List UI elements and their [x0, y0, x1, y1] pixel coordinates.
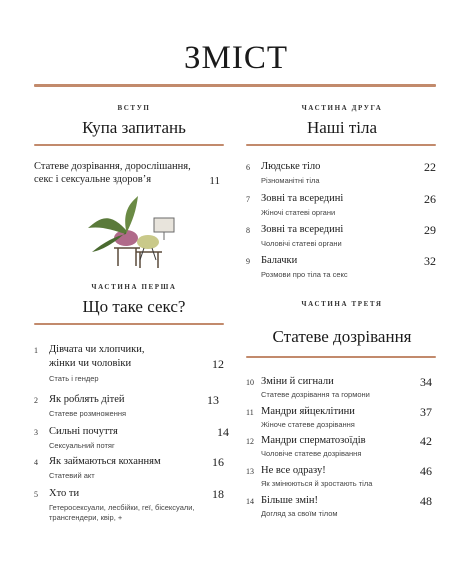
entry-number: 14 — [246, 497, 254, 506]
entry-number: 1 — [34, 346, 38, 355]
intro-page: 11 — [209, 175, 220, 187]
entry-number: 3 — [34, 428, 38, 437]
part3-heading: Статеве дозрівання — [272, 327, 412, 346]
entry-title: Зовні та всередині — [261, 193, 344, 204]
entry-page: 22 — [424, 160, 436, 174]
entry-title: Зовні та всередині — [261, 224, 344, 235]
entry-title: Дівчата чи хлопчики, — [49, 344, 145, 355]
entry-subtitle: Жіноче статеве дозрівання — [261, 420, 355, 429]
entry-number: 7 — [246, 195, 250, 204]
intro-label: ВСТУП — [117, 104, 151, 112]
entry-subtitle: Чоловіче статеве дозрівання — [261, 449, 362, 458]
intro-text: Статеве дозрівання, дорослішання, секс і сексуальне здоров’я — [34, 161, 191, 185]
entry-page: 12 — [212, 357, 224, 371]
intro-rule — [34, 144, 224, 146]
toc-entry-2[interactable] — [34, 393, 224, 421]
entry-number: 8 — [246, 226, 250, 235]
toc-entry-14[interactable] — [246, 494, 436, 522]
entry-page: 42 — [420, 434, 432, 448]
entry-subtitle: Жіночі статеві органи — [261, 208, 336, 217]
intro-heading: Купа запитань — [82, 118, 186, 137]
entry-page: 16 — [212, 455, 224, 469]
part1-rule — [34, 323, 224, 325]
entry-number: 9 — [246, 257, 250, 266]
entry-page: 34 — [420, 375, 432, 389]
part2-rule — [246, 144, 436, 146]
entry-title: Сильні почуття — [49, 426, 118, 437]
entry-number: 13 — [246, 467, 254, 476]
toc-entry-4[interactable] — [34, 455, 224, 483]
entry-page: 37 — [420, 405, 432, 419]
page-title: ЗМІСТ — [183, 40, 289, 76]
toc-entry-7[interactable] — [246, 192, 436, 220]
toc-entry-8[interactable] — [246, 223, 436, 251]
part2-heading: Наші тіла — [306, 118, 378, 137]
entry-title: Як займаються коханням — [49, 456, 161, 467]
entry-title-line2: жінки чи чоловіки — [49, 358, 132, 369]
entry-title: Мандри сперматозоїдів — [261, 435, 366, 446]
entry-title: Хто ти — [49, 488, 80, 499]
entry-subtitle: Різноманітні тіла — [261, 176, 320, 185]
entry-subtitle: Стать і гендер — [49, 374, 99, 383]
part1-label: ЧАСТИНА ПЕРША — [91, 283, 177, 291]
part2-label: ЧАСТИНА ДРУГА — [301, 104, 383, 112]
entry-number: 12 — [246, 437, 254, 446]
entry-number: 2 — [34, 396, 38, 405]
entry-number: 5 — [34, 490, 38, 499]
entry-page: 46 — [420, 464, 432, 478]
entry-number: 10 — [246, 378, 254, 387]
entry-subtitle: Догляд за своїм тілом — [261, 509, 338, 518]
entry-title: Не все одразу! — [261, 465, 326, 476]
entry-title: Мандри яйцеклітини — [261, 406, 355, 417]
entry-subtitle: Чоловічі статеві органи — [261, 239, 342, 248]
entry-page: 29 — [424, 223, 436, 237]
entry-page: 13 — [207, 393, 219, 407]
plant-pot-illustration-icon — [78, 190, 188, 270]
toc-entry-11[interactable] — [246, 405, 436, 433]
entry-subtitle-line2: трансгендери, квір, + — [49, 513, 123, 522]
toc-entry-13[interactable] — [246, 464, 436, 492]
toc-entry-5[interactable] — [34, 487, 234, 527]
entry-number: 4 — [34, 458, 38, 467]
toc-entry-9[interactable] — [246, 254, 436, 282]
entry-page: 18 — [212, 487, 224, 501]
toc-entry-6[interactable] — [246, 160, 436, 188]
toc-entry-10[interactable] — [246, 375, 436, 403]
entry-page: 14 — [217, 425, 229, 439]
entry-subtitle: Сексуальний потяг — [49, 441, 115, 450]
toc-entry-3[interactable] — [34, 425, 229, 453]
entry-title: Людське тіло — [261, 161, 321, 172]
entry-subtitle: Статеве дозрівання та гормони — [261, 390, 370, 399]
entry-number: 6 — [246, 163, 250, 172]
entry-title: Більше змін! — [261, 495, 319, 506]
entry-page: 26 — [424, 192, 436, 206]
entry-page: 48 — [420, 494, 432, 508]
entry-number: 11 — [246, 408, 254, 417]
title-rule — [34, 84, 436, 87]
entry-subtitle: Гетеросексуали, лесбійки, геї, бісексуали, — [49, 503, 195, 512]
entry-subtitle: Розмови про тіла та секс — [261, 270, 348, 279]
part3-label: ЧАСТИНА ТРЕТЯ — [301, 300, 383, 308]
part1-heading: Що таке секс? — [82, 297, 186, 316]
entry-subtitle: Як змінюються й зростають тіла — [261, 479, 373, 488]
entry-subtitle: Статевий акт — [49, 471, 95, 480]
entry-page: 32 — [424, 254, 436, 268]
toc-entry-12[interactable] — [246, 434, 436, 462]
entry-title: Зміни й сигнали — [261, 376, 334, 387]
entry-subtitle: Статеве розмноження — [49, 409, 127, 418]
entry-title: Балачки — [261, 255, 298, 266]
toc-entry-1[interactable] — [34, 343, 224, 387]
entry-title: Як роблять дітей — [49, 394, 125, 405]
part3-rule — [246, 356, 436, 358]
